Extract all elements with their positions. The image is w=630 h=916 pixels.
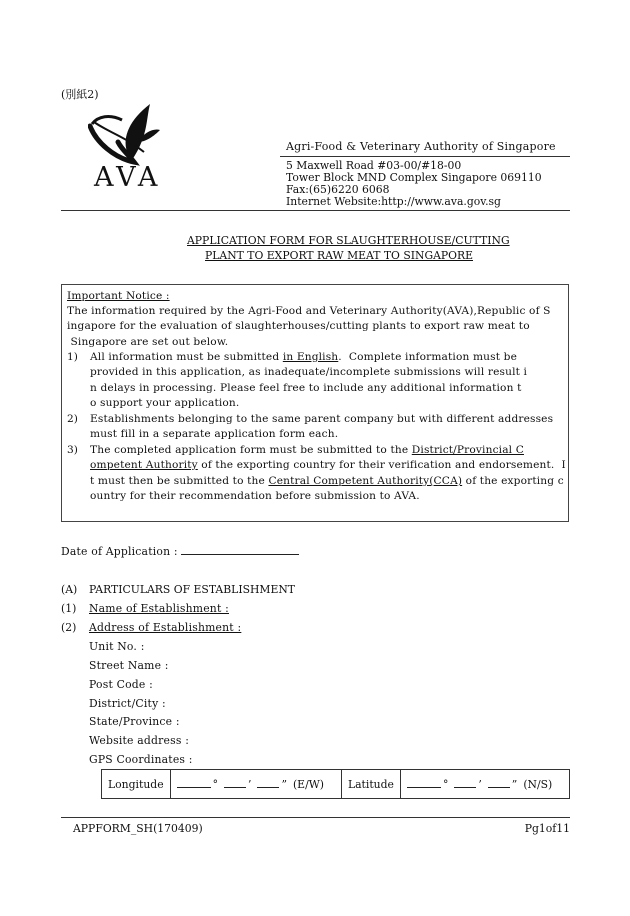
agency-name: Agri-Food & Veterinary Authority of Singapore: [286, 140, 556, 153]
notice-item-3-text-c: t must then be submitted to the: [90, 475, 269, 487]
longitude-second-symbol: ”: [281, 777, 287, 791]
post-code-field[interactable]: Post Code :: [89, 678, 153, 691]
longitude-minute-symbol: ’: [248, 777, 252, 791]
latitude-minute-symbol: ’: [478, 777, 482, 791]
longitude-direction: (E/W): [292, 777, 325, 791]
notice-item-1-emphasis: in English: [282, 351, 339, 363]
notice-item-3-line-3: [90, 475, 564, 487]
latitude-degree-symbol: °: [442, 777, 449, 791]
date-of-application-row: [61, 545, 299, 558]
latitude-label: Latitude: [341, 770, 400, 799]
gps-coordinates-table: [101, 769, 570, 799]
logo-text: AVA: [94, 162, 162, 193]
notice-item-1-number: 1): [67, 351, 78, 363]
important-notice-box: [61, 284, 569, 522]
address-of-establishment-label[interactable]: Address of Establishment :: [89, 621, 242, 634]
notice-item-3-text-a: The completed application form must be submitted to the: [90, 444, 412, 456]
notice-item-3-line-2: [90, 459, 566, 471]
agency-address-1: 5 Maxwell Road #03-00/#18-00: [286, 159, 462, 172]
latitude-direction: (N/S): [523, 777, 553, 791]
footer-page-number: Pg1of11: [524, 822, 570, 835]
notice-item-3-district-authority: District/Provincial C: [411, 444, 524, 456]
footer-rule: [61, 817, 570, 818]
notice-item-1-post: . Complete information must be: [338, 351, 518, 363]
notice-item-1-line-1: [90, 351, 517, 363]
longitude-label: Longitude: [102, 770, 171, 799]
street-name-field[interactable]: Street Name :: [89, 659, 169, 672]
notice-item-3-district-authority-cont: ompetent Authority: [90, 459, 198, 471]
agency-address-2: Tower Block MND Complex Singapore 069110: [286, 171, 542, 184]
notice-item-1-pre: All information must be submitted: [90, 351, 283, 363]
notice-item-3-line-1: [90, 444, 524, 456]
notice-intro-1: The information required by the Agri-Food and Veterinary Authority(AVA),Republic of S: [67, 305, 551, 317]
annex-label: (別紙2): [61, 88, 99, 101]
notice-item-2-number: 2): [67, 413, 78, 425]
footer-form-code: APPFORM_SH(170409): [73, 822, 203, 835]
form-title-line-1: APPLICATION FORM FOR SLAUGHTERHOUSE/CUTTING: [187, 234, 510, 247]
longitude-input[interactable]: [170, 770, 341, 799]
notice-item-1-line-3: n delays in processing. Please feel free to include any additional information t: [90, 382, 522, 394]
name-of-establishment-label[interactable]: Name of Establishment :: [89, 602, 229, 615]
latitude-input[interactable]: [400, 770, 569, 799]
agency-fax: Fax:(65)6220 6068: [286, 183, 390, 196]
date-of-application-label: Date of Application :: [61, 545, 178, 558]
notice-item-3-cca: Central Competent Authority(CCA): [268, 475, 463, 487]
gps-coordinates-label: GPS Coordinates :: [89, 753, 193, 766]
longitude-degree-symbol: °: [212, 777, 218, 791]
notice-item-3-text-b: of the exporting country for their verification and endorsement. I: [197, 459, 566, 471]
ava-logo: [88, 102, 184, 193]
item-2-code: (2): [61, 621, 77, 634]
section-a-title: PARTICULARS OF ESTABLISHMENT: [89, 583, 295, 596]
latitude-second-symbol: ”: [511, 777, 518, 791]
section-a-code: (A): [61, 583, 78, 596]
website-address-field[interactable]: Website address :: [89, 734, 190, 747]
unit-no-field[interactable]: Unit No. :: [89, 640, 145, 653]
notice-item-3-line-4: ountry for their recommendation before submission to AVA.: [90, 490, 420, 502]
notice-heading: Important Notice :: [67, 290, 170, 302]
agency-rule: [280, 156, 570, 157]
header-rule: [61, 210, 570, 211]
state-province-field[interactable]: State/Province :: [89, 715, 180, 728]
district-city-field[interactable]: District/City :: [89, 697, 166, 710]
ava-leaf-icon: [88, 102, 184, 170]
form-title-line-2: PLANT TO EXPORT RAW MEAT TO SINGAPORE: [205, 249, 473, 262]
date-of-application-field[interactable]: [181, 545, 299, 555]
notice-item-3-number: 3): [67, 444, 78, 456]
notice-item-1-line-2: provided in this application, as inadequate/incomplete submissions will result i: [90, 366, 528, 378]
notice-intro-2: ingapore for the evaluation of slaughterhouses/cutting plants to export raw meat to: [67, 320, 530, 332]
notice-item-2-line-2: must fill in a separate application form each.: [90, 428, 339, 440]
agency-website[interactable]: Internet Website:http://www.ava.gov.sg: [286, 195, 501, 208]
item-1-code: (1): [61, 602, 77, 615]
notice-intro-3: Singapore are set out below.: [67, 336, 229, 348]
notice-item-2-line-1: Establishments belonging to the same parent company but with different addresses: [90, 413, 554, 425]
notice-item-3-text-d: of the exporting c: [462, 475, 564, 487]
notice-item-1-line-4: o support your application.: [90, 397, 240, 409]
